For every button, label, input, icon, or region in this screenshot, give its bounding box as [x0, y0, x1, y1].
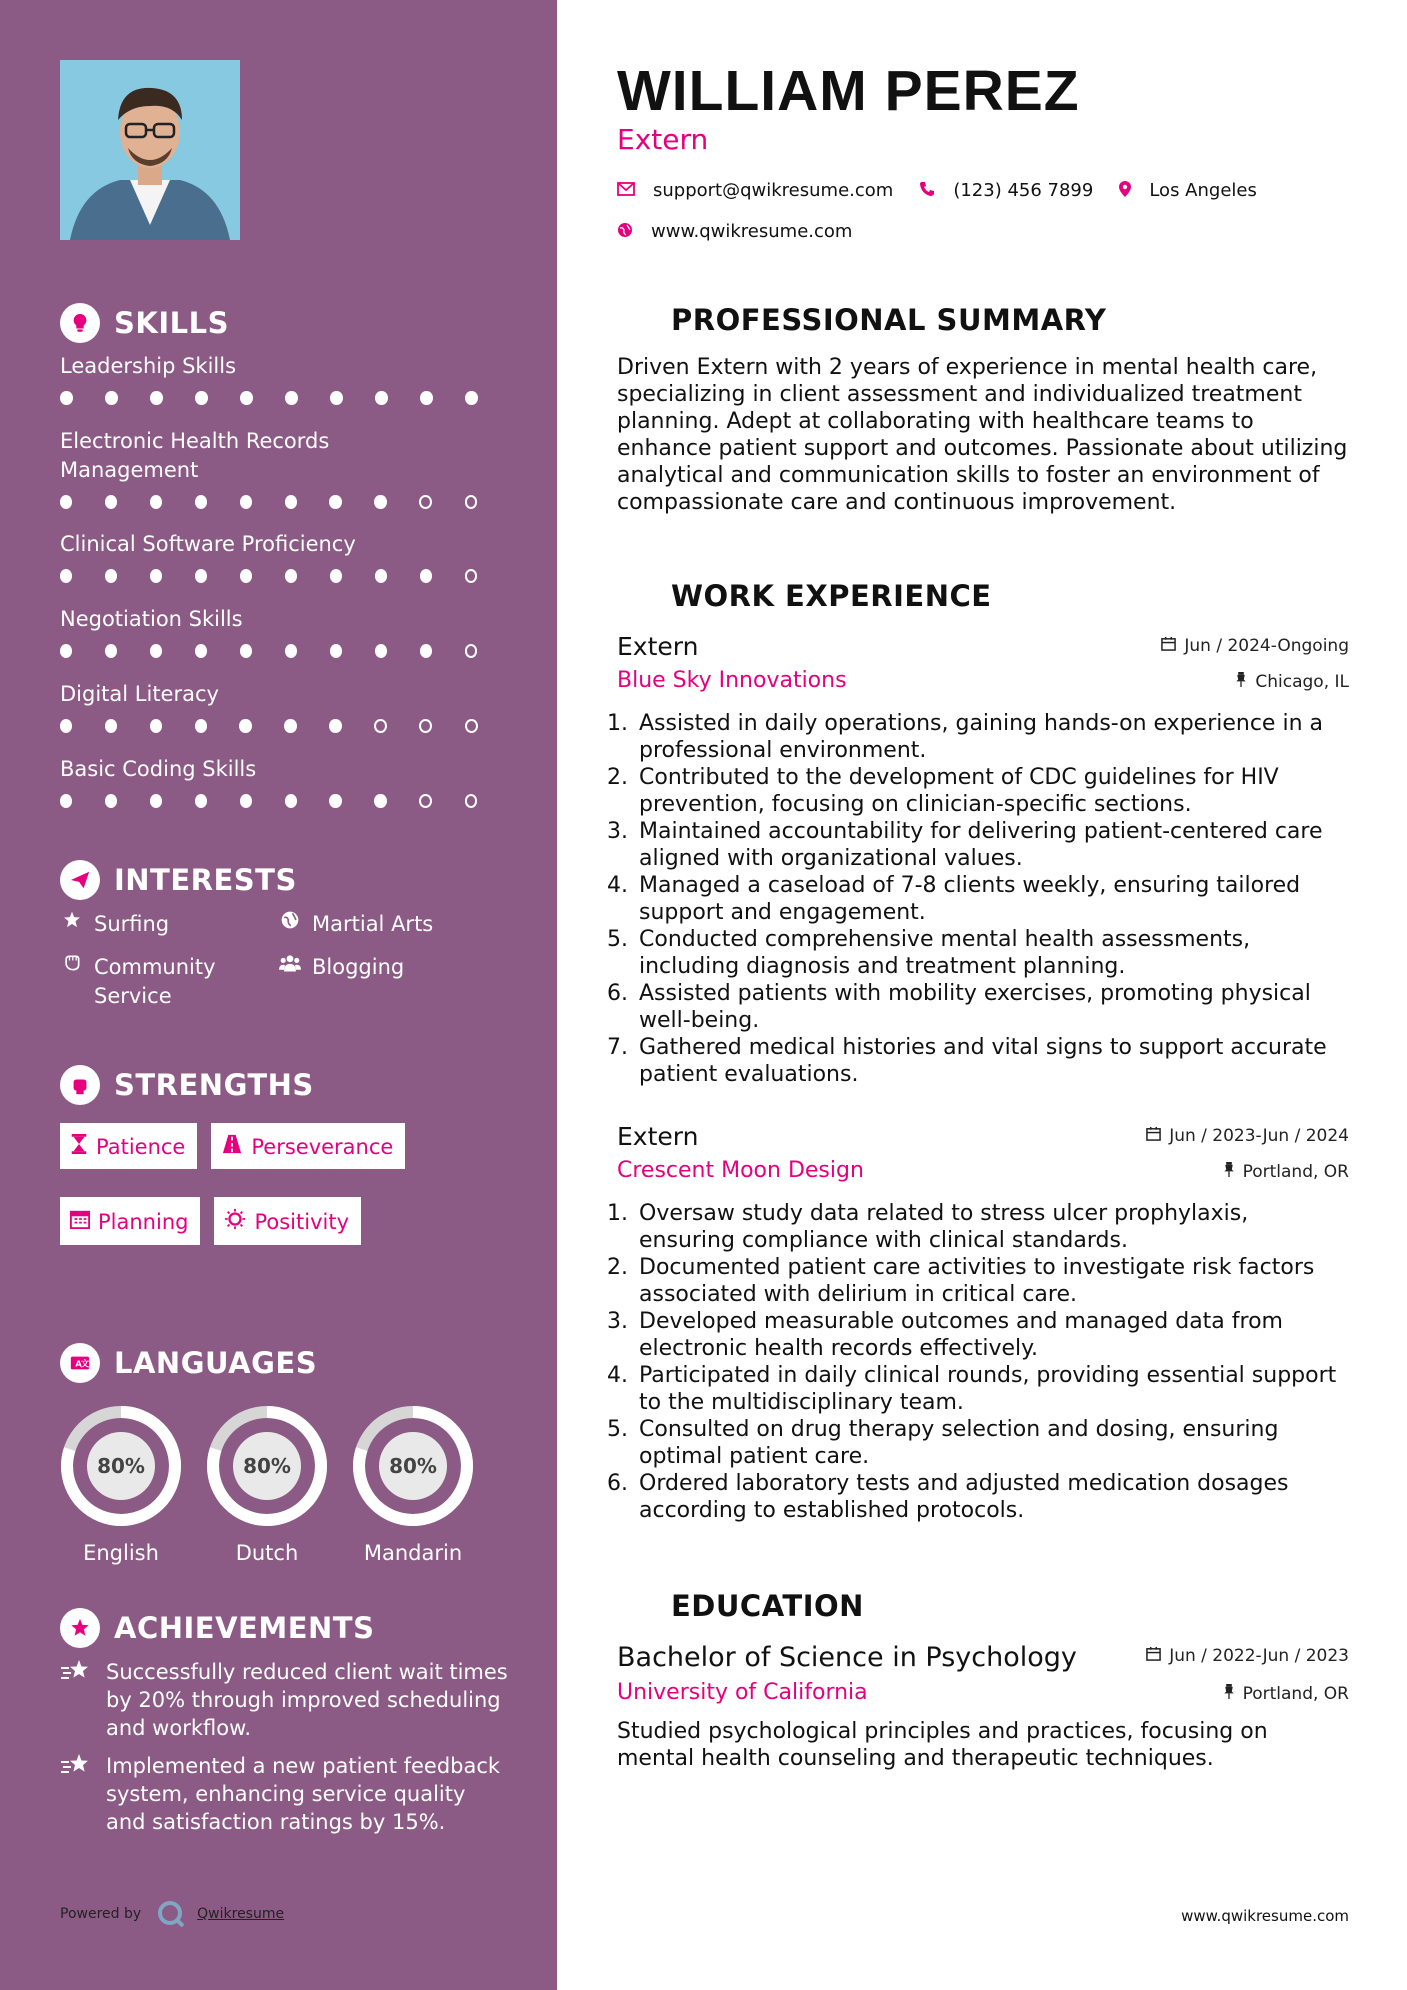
- phone-text[interactable]: (123) 456 7899: [953, 180, 1094, 201]
- rating-dot-filled: [330, 644, 342, 658]
- achievement-text: Implemented a new patient feedback system, enhancing service quality and satisfaction ratings by 15%.: [106, 1754, 501, 1834]
- interest-label: Blogging: [312, 955, 405, 979]
- duty-item: 5. Consulted on drug therapy selection and dosing, ensuring optimal patient care.: [635, 1416, 1349, 1470]
- job-dates: Jun / 2023-Jun / 2024: [1146, 1126, 1349, 1146]
- strength-label: Planning: [98, 1209, 189, 1234]
- rating-dot-empty: [465, 719, 478, 733]
- powered-by: [60, 1900, 284, 1928]
- language-name: Dutch: [235, 1541, 299, 1565]
- rating-dot-empty: [465, 495, 478, 509]
- calendar-icon: [1146, 1126, 1161, 1146]
- skill-rating: [60, 794, 510, 808]
- rating-dot-filled: [105, 719, 117, 733]
- rating-dot-filled: [195, 719, 207, 733]
- rating-dot-filled: [195, 495, 207, 509]
- language-ring: [60, 1405, 182, 1527]
- map-pin-icon: [1119, 181, 1131, 201]
- jobs-list: [617, 632, 1349, 1524]
- pushpin-icon: [1223, 1684, 1235, 1704]
- skill-item: [60, 530, 510, 583]
- rating-dot-filled: [150, 391, 163, 405]
- user-icon: [617, 300, 657, 340]
- company-name: Crescent Moon Design: [617, 1158, 864, 1183]
- interest-item: [60, 910, 278, 939]
- rating-dot-filled: [105, 644, 117, 658]
- company-name: Blue Sky Innovations: [617, 668, 847, 693]
- skill-name: Digital Literacy: [60, 682, 219, 706]
- education-description: Studied psychological principles and practices, focusing on mental health counseling and therapeutic techniques.: [617, 1719, 1268, 1771]
- contact-row-2: [617, 221, 852, 242]
- strengths-heading: STRENGTHS: [60, 1065, 510, 1105]
- education-dates: Jun / 2022-Jun / 2023: [1146, 1646, 1349, 1666]
- rating-dot-filled: [420, 569, 432, 583]
- achievement-text: Successfully reduced client wait times by 20% through improved scheduling and workflow.: [106, 1660, 508, 1740]
- phone-icon: [919, 181, 935, 201]
- hourglass-icon: [70, 1134, 88, 1159]
- duty-item: 2. Documented patient care activities to investigate risk factors associated with delirium in critical care.: [635, 1254, 1349, 1308]
- job-entry: [617, 1122, 1349, 1524]
- duty-item: 1. Assisted in daily operations, gaining hands-on experience in a professional environment.: [635, 710, 1349, 764]
- skill-name: Clinical Software Proficiency: [60, 532, 356, 556]
- languages-list: [60, 1405, 510, 1565]
- rating-dot-filled: [240, 794, 252, 808]
- skill-name: Negotiation Skills: [60, 607, 243, 631]
- interest-label: Community Service: [94, 955, 216, 1008]
- skill-rating: [60, 391, 510, 405]
- duty-item: 4. Managed a caseload of 7-8 clients weekly, ensuring tailored support and engagement.: [635, 872, 1349, 926]
- interest-label: Martial Arts: [312, 912, 434, 936]
- lightbulb-icon: [60, 303, 100, 343]
- interest-item: [278, 953, 496, 1011]
- skill-rating: [60, 719, 510, 733]
- rating-dot-filled: [150, 794, 162, 808]
- road-icon: [221, 1134, 243, 1159]
- job-title: Extern: [617, 1122, 699, 1151]
- rating-dot-filled: [330, 569, 342, 583]
- rating-dot-filled: [285, 569, 297, 583]
- summary-text: Driven Extern with 2 years of experience in mental health care, specializing in client assessment and individualized treatment planning. Adept at collaborating with healthcare teams to enhance patient support and outcomes. Passionate about utilizing analytical and communication skills to foster an environment of compassionate care and continuous improvement.: [617, 355, 1348, 515]
- interests-heading: INTERESTS: [60, 860, 510, 900]
- rating-dot-filled: [374, 794, 386, 808]
- users-icon: [278, 953, 302, 982]
- rating-dot-filled: [105, 794, 117, 808]
- job-title: Extern: [617, 632, 699, 661]
- strengths-list: [60, 1123, 480, 1245]
- school-name: University of California: [617, 1680, 868, 1705]
- job-dates: Jun / 2024-Ongoing: [1161, 636, 1349, 656]
- rating-dot-filled: [285, 495, 297, 509]
- skill-rating: [60, 644, 510, 658]
- rating-dot-filled: [60, 644, 72, 658]
- email-text[interactable]: support@qwikresume.com: [653, 180, 894, 201]
- calendar-icon: [1161, 636, 1176, 656]
- rating-dot-filled: [195, 391, 208, 405]
- duty-item: 7. Gathered medical histories and vital signs to support accurate patient evaluations.: [635, 1034, 1349, 1088]
- rating-dot-filled: [195, 569, 207, 583]
- skills-heading: SKILLS: [60, 303, 229, 343]
- job-entry: [617, 632, 1349, 1088]
- rating-dot-filled: [375, 569, 387, 583]
- language-item: [352, 1405, 474, 1565]
- rating-dot-empty: [465, 794, 478, 808]
- globe-icon: [278, 910, 302, 939]
- envelope-icon: [617, 181, 635, 200]
- website-text[interactable]: www.qwikresume.com: [651, 221, 853, 242]
- language-percent: 80%: [97, 1454, 145, 1478]
- achievement-item: [60, 1752, 510, 1836]
- sidebar: [0, 0, 557, 1990]
- rating-dot-filled: [285, 644, 297, 658]
- rating-dot-filled: [195, 644, 207, 658]
- rating-dot-filled: [329, 794, 341, 808]
- rating-dot-filled: [420, 644, 432, 658]
- rating-dot-filled: [465, 391, 478, 405]
- contact-row-1: [617, 180, 1257, 201]
- rating-dot-filled: [374, 495, 386, 509]
- duty-item: 6. Ordered laboratory tests and adjusted medication dosages according to established protocols.: [635, 1470, 1349, 1524]
- education-location: Portland, OR: [1223, 1684, 1349, 1704]
- paper-plane-icon: [60, 860, 100, 900]
- rating-dot-filled: [330, 391, 343, 405]
- rating-dot-filled: [60, 391, 73, 405]
- rating-dot-filled: [285, 391, 298, 405]
- interests-list: [60, 910, 510, 1011]
- language-name: English: [83, 1541, 159, 1565]
- strength-chip: [214, 1197, 361, 1245]
- skill-name: Leadership Skills: [60, 354, 237, 378]
- strength-chip: [60, 1197, 200, 1245]
- strength-label: Perseverance: [251, 1134, 394, 1159]
- duty-item: 1. Oversaw study data related to stress ulcer prophylaxis, ensuring compliance with clinical standards.: [635, 1200, 1349, 1254]
- graduate-icon: [617, 1586, 657, 1626]
- language-icon: [60, 1343, 100, 1383]
- rating-dot-empty: [465, 644, 478, 658]
- rating-dot-filled: [239, 719, 251, 733]
- skill-rating: [60, 569, 510, 583]
- rating-dot-filled: [329, 719, 341, 733]
- star-badge-icon: [60, 1608, 100, 1648]
- duty-item: 4. Participated in daily clinical rounds, providing essential support to the multidisciplinary team.: [635, 1362, 1349, 1416]
- rating-dot-empty: [419, 719, 432, 733]
- sun-icon: [224, 1208, 246, 1235]
- language-name: Mandarin: [363, 1541, 463, 1565]
- language-percent: 80%: [243, 1454, 291, 1478]
- rating-dot-filled: [60, 495, 72, 509]
- skill-item: [60, 680, 510, 733]
- language-ring: [206, 1405, 328, 1527]
- strength-chip: [60, 1123, 197, 1169]
- rating-dot-filled: [60, 569, 72, 583]
- degree-title: Bachelor of Science in Psychology: [617, 1642, 1077, 1673]
- interest-label: Surfing: [94, 912, 170, 936]
- hand-icon: [60, 953, 84, 982]
- skill-item: [60, 427, 510, 509]
- duty-item: 6. Assisted patients with mobility exercises, promoting physical well-being.: [635, 980, 1349, 1034]
- duties-list: [617, 1200, 1349, 1524]
- office-chair-icon: [617, 576, 657, 616]
- profile-photo: [60, 60, 240, 240]
- duties-list: [617, 710, 1349, 1088]
- rating-dot-filled: [150, 495, 162, 509]
- fist-icon: [60, 1065, 100, 1105]
- education-section: [617, 1586, 1349, 1772]
- rating-dot-filled: [150, 644, 162, 658]
- footer-url[interactable]: www.qwikresume.com: [1181, 1907, 1349, 1925]
- powered-by-label: Powered by: [60, 1906, 142, 1922]
- pushpin-icon: [1223, 1162, 1235, 1182]
- duty-item: 3. Maintained accountability for delivering patient-centered care aligned with organizational values.: [635, 818, 1349, 872]
- job-location: Portland, OR: [1223, 1162, 1349, 1182]
- education-heading: EDUCATION: [617, 1586, 1349, 1626]
- star-icon: [60, 910, 84, 939]
- rating-dot-filled: [240, 569, 252, 583]
- rating-dot-filled: [240, 644, 252, 658]
- candidate-name: WILLIAM PEREZ: [617, 59, 1080, 123]
- rating-dot-empty: [419, 495, 432, 509]
- rating-dot-filled: [284, 719, 296, 733]
- rating-dot-filled: [285, 794, 297, 808]
- interest-item: [60, 953, 278, 1011]
- interest-item: [278, 910, 496, 939]
- rating-dot-filled: [375, 391, 388, 405]
- achievements-heading: ACHIEVEMENTS: [60, 1608, 510, 1648]
- pushpin-icon: [1235, 672, 1247, 692]
- rating-dot-filled: [60, 719, 72, 733]
- globe-icon: [617, 222, 633, 242]
- shooting-star-icon: [60, 1752, 92, 1836]
- summary-heading: PROFESSIONAL SUMMARY: [617, 300, 1349, 340]
- svg-text:A: A: [75, 1358, 83, 1369]
- rating-dot-filled: [195, 794, 207, 808]
- duty-item: 3. Developed measurable outcomes and managed data from electronic health records effectively.: [635, 1308, 1349, 1362]
- skill-item: [60, 605, 510, 658]
- skill-name: Electronic Health Records Management: [60, 429, 330, 482]
- achievements-list: [60, 1658, 510, 1836]
- strength-label: Patience: [96, 1134, 186, 1159]
- rating-dot-filled: [150, 569, 162, 583]
- experience-heading: WORK EXPERIENCE: [617, 576, 1349, 616]
- qwikresume-logo-icon: [157, 1900, 185, 1928]
- skill-item: [60, 352, 510, 405]
- calendar-icon: [1146, 1646, 1161, 1666]
- rating-dot-filled: [105, 391, 118, 405]
- strength-label: Positivity: [254, 1209, 349, 1234]
- rating-dot-empty: [419, 794, 432, 808]
- svg-text:文: 文: [80, 1358, 90, 1369]
- summary-section: [617, 300, 1349, 516]
- language-ring: [352, 1405, 474, 1527]
- languages-heading: A 文 LANGUAGES: [60, 1343, 510, 1383]
- shooting-star-icon: [60, 1658, 92, 1742]
- rating-dot-filled: [105, 569, 117, 583]
- language-percent: 80%: [389, 1454, 437, 1478]
- rating-dot-filled: [240, 495, 252, 509]
- rating-dot-filled: [105, 495, 117, 509]
- skill-rating: [60, 495, 510, 509]
- skill-name: Basic Coding Skills: [60, 757, 257, 781]
- candidate-role: Extern: [617, 123, 709, 156]
- rating-dot-empty: [465, 569, 478, 583]
- rating-dot-filled: [420, 391, 433, 405]
- calendar-icon: [70, 1209, 90, 1234]
- rating-dot-empty: [374, 719, 387, 733]
- brand-link[interactable]: Qwikresume: [197, 1906, 285, 1922]
- language-item: [60, 1405, 182, 1565]
- achievement-item: [60, 1658, 510, 1742]
- job-location: Chicago, IL: [1235, 672, 1349, 692]
- duty-item: 2. Contributed to the development of CDC guidelines for HIV prevention, focusing on clinician-specific sections.: [635, 764, 1349, 818]
- language-item: [206, 1405, 328, 1565]
- rating-dot-filled: [150, 719, 162, 733]
- skill-item: [60, 755, 510, 808]
- rating-dot-filled: [60, 794, 72, 808]
- rating-dot-filled: [329, 495, 341, 509]
- rating-dot-filled: [240, 391, 253, 405]
- location-text: Los Angeles: [1149, 180, 1257, 201]
- experience-section: [617, 576, 1349, 1524]
- strength-chip: [211, 1123, 405, 1169]
- duty-item: 5. Conducted comprehensive mental health assessments, including diagnosis and treatment planning.: [635, 926, 1349, 980]
- rating-dot-filled: [375, 644, 387, 658]
